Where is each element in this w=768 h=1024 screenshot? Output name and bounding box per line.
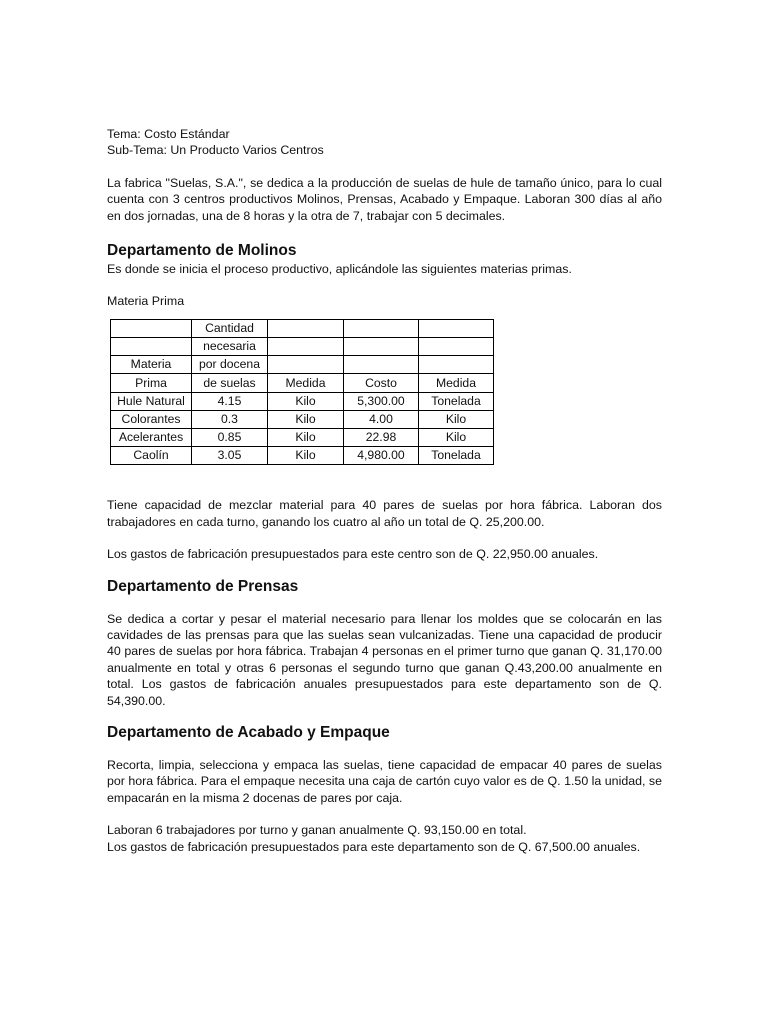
- table-cell: [419, 338, 494, 356]
- intro-paragraph: La fabrica "Suelas, S.A.", se dedica a la producción de suelas de hule de tamaño único, para lo cual cuenta con 3 centros productivos Molinos, Prensas, Acabado y Empaque. Laboran 300 días al año en dos jornadas, una de 8 horas y la otra de 7, trabajar con 5 decimales.: [107, 175, 662, 223]
- topic-line: Tema: Costo Estándar: [107, 127, 230, 141]
- table-cell: Kilo: [268, 428, 344, 446]
- table-cell: [419, 319, 494, 337]
- table-cell: 5,300.00: [344, 392, 419, 410]
- table-cell: Tonelada: [419, 392, 494, 410]
- table-cell: Kilo: [268, 392, 344, 410]
- table-cell: 0.85: [192, 428, 268, 446]
- table-cell: Materia: [111, 356, 192, 374]
- table-cell: [344, 356, 419, 374]
- table-cell: [268, 356, 344, 374]
- table-header-row: [111, 356, 494, 374]
- molinos-heading: Departamento de Molinos: [107, 242, 297, 260]
- table-cell: Cantidad: [192, 319, 268, 337]
- table-header-row: [111, 338, 494, 356]
- molinos-overhead: Los gastos de fabricación presupuestados para este centro son de Q. 22,950.00 anuales.: [107, 547, 599, 562]
- table-cell: 4.15: [192, 392, 268, 410]
- table-cell: [344, 319, 419, 337]
- table-cell: Medida: [419, 374, 494, 392]
- acabado-heading: Departamento de Acabado y Empaque: [107, 724, 390, 741]
- table-header-row: [111, 319, 494, 337]
- table-cell: Kilo: [268, 447, 344, 465]
- table-row: [111, 410, 494, 428]
- table-cell: Prima: [111, 374, 192, 392]
- table-cell: por docena: [192, 356, 268, 374]
- table-cell: Kilo: [268, 410, 344, 428]
- table-cell: [268, 319, 344, 337]
- table-cell: [419, 356, 494, 374]
- prensas-description: Se dedica a cortar y pesar el material necesario para llenar los moldes que se colocarán en las cavidades de las prensas para que las suelas sean vulcanizadas. Tiene una capacidad de producir 40 pares de suelas por hora fábrica. Trabajan 4 personas en el primer turno que ganan Q. 31,170.00 anualmente en total y otras 6 personas el segundo turno que ganan Q.43,200.00 anualmente en total. Los gastos de fabricación anuales presupuestados para este departamento son de Q. 54,390.00.: [107, 611, 662, 708]
- table-cell: [111, 319, 192, 337]
- table-cell: 4.00: [344, 410, 419, 428]
- table-cell: Medida: [268, 374, 344, 392]
- subtopic-line: Sub-Tema: Un Producto Varios Centros: [107, 143, 324, 158]
- acabado-description: Recorta, limpia, selecciona y empaca las suelas, tiene capacidad de empacar 40 pares de suelas por hora fábrica. Para el empaque necesita una caja de cartón cuyo valor es de Q. 1.50 la unidad, se empacarán en la misma 2 docenas de pares por caja.: [107, 758, 662, 805]
- table-row: [111, 392, 494, 410]
- table-cell: de suelas: [192, 374, 268, 392]
- table-cell: Hule Natural: [111, 392, 192, 410]
- table-cell: [268, 338, 344, 356]
- table-header-row: [111, 374, 494, 392]
- table-cell: Colorantes: [111, 410, 192, 428]
- molinos-capacity: Tiene capacidad de mezclar material para 40 pares de suelas por hora fábrica. Laboran dos trabajadores en cada turno, ganando los cuatro al año un total de Q. 25,200.00.: [107, 498, 662, 529]
- table-cell: Costo: [344, 374, 419, 392]
- table-cell: Kilo: [419, 410, 494, 428]
- table-cell: [111, 338, 192, 356]
- table-cell: [344, 338, 419, 356]
- materia-prima-table: [110, 319, 494, 466]
- table-cell: Kilo: [419, 428, 494, 446]
- table-cell: Caolín: [111, 447, 192, 465]
- acabado-workers: Laboran 6 trabajadores por turno y ganan anualmente Q. 93,150.00 en total.: [107, 823, 527, 838]
- table-cell: Tonelada: [419, 447, 494, 465]
- acabado-overhead: Los gastos de fabricación presupuestados para este departamento son de Q. 67,500.00 anuales.: [107, 839, 641, 854]
- molinos-description: Es donde se inicia el proceso productivo, aplicándole las siguientes materias primas.: [107, 262, 572, 277]
- table-cell: 4,980.00: [344, 447, 419, 465]
- table-cell: 22.98: [344, 428, 419, 446]
- prensas-heading: Departamento de Prensas: [107, 577, 299, 595]
- document-content: [107, 126, 662, 855]
- table-caption: Materia Prima: [107, 294, 185, 309]
- table-cell: necesaria: [192, 338, 268, 356]
- table-cell: 3.05: [192, 447, 268, 465]
- table-cell: 0.3: [192, 410, 268, 428]
- table-row: [111, 447, 494, 465]
- table-cell: Acelerantes: [111, 428, 192, 446]
- table-row: [111, 428, 494, 446]
